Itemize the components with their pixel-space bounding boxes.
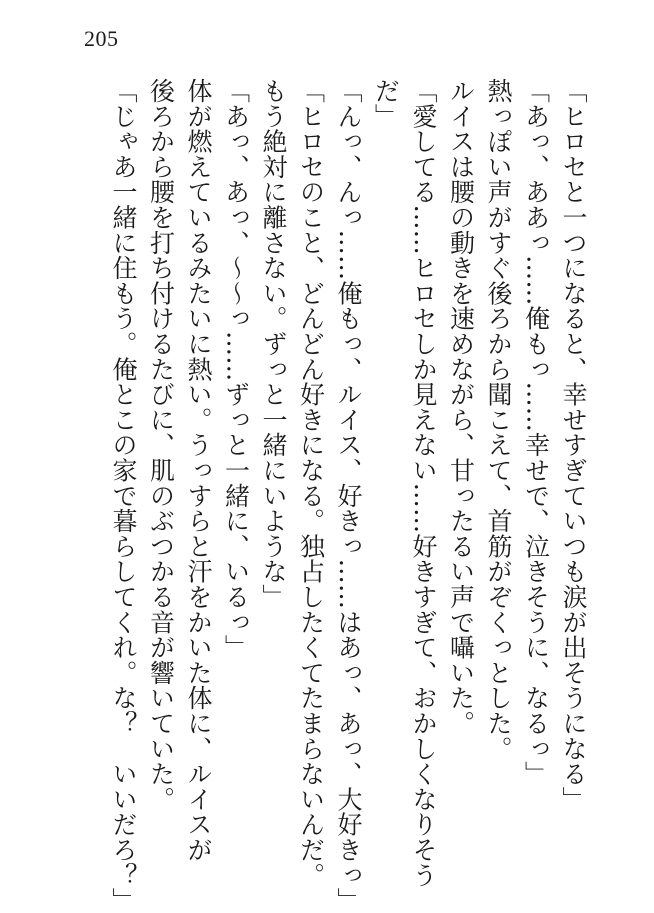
text-line: だ」 bbox=[371, 78, 401, 129]
text-line: ルイスは腰の動きを速めながら、甘ったるい声で囁いた。 bbox=[446, 78, 476, 736]
text-line: 「愛してる……ヒロセしか見えない……好きすぎて、おかしくなりそう bbox=[409, 78, 438, 888]
page-number: 205 bbox=[84, 26, 119, 51]
novel-text-body bbox=[109, 78, 592, 913]
text-line: 「ヒロセのこと、どんどん好きになる。独占したくてたまらないんだ。 bbox=[296, 78, 326, 888]
text-line: 「あっ、ああっ……俺もっ……幸せで、泣きそうに、なるっ」 bbox=[521, 78, 551, 787]
text-line: 熱っぽい声がすぐ後ろから聞こえて、首筋がぞくっとした。 bbox=[484, 78, 513, 762]
text-line: 「ヒロセと一つになると、幸せすぎていつも涙が出そうになる」 bbox=[559, 78, 588, 812]
text-line: 「じゃあ一緒に住もう。俺とこの家で暮らしてくれ。な？ いいだろ？」 bbox=[109, 78, 138, 913]
text-line: 体が燃えているみたいに熱い。うっすらと汗をかいた体に、ルイスが bbox=[184, 78, 213, 863]
text-line: もう絶対に離さない。ずっと一緒にいような」 bbox=[259, 78, 288, 610]
text-line: 「あっ、あっ、〜〜っ……ずっと一緒に、いるっ」 bbox=[221, 78, 251, 660]
text-line: 「んっ、んっ……俺もっ、ルイス、好きっ……はあっ、あっ、大好きっ」 bbox=[334, 78, 363, 913]
text-line: 後ろから腰を打ち付けるたびに、肌のぶつかる音が響いていた。 bbox=[146, 78, 176, 812]
